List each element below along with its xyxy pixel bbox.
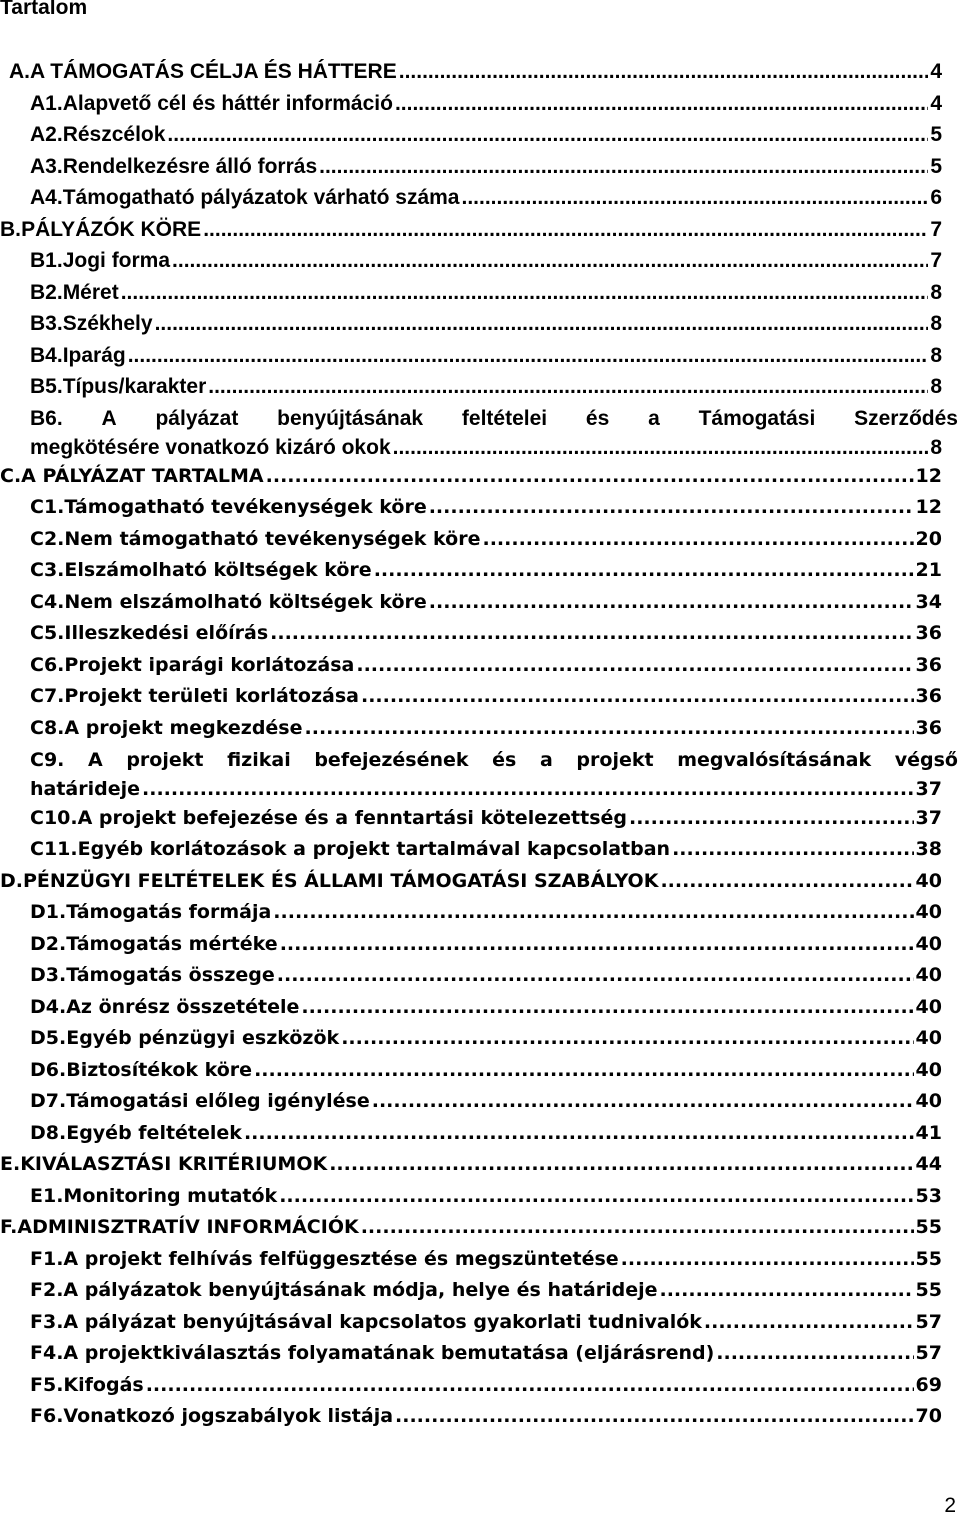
toc-entry-code: D7. [30, 1090, 67, 1112]
toc-entry-word: feltételei [461, 407, 548, 430]
dot-leader [155, 309, 929, 339]
toc-entry-label: Illeszkedési előírás [64, 622, 269, 644]
dot-leader [273, 897, 913, 927]
dot-leader [374, 555, 914, 585]
toc-entry[interactable] [0, 1212, 942, 1242]
dot-leader [356, 650, 913, 680]
toc-entry-page: 4 [930, 60, 942, 83]
toc-entry-page: 7 [930, 218, 942, 241]
toc-entry-label: Támogatás összege [66, 964, 275, 986]
dot-leader [305, 713, 914, 743]
toc-entry-label: Támogatási előleg igénylése [66, 1090, 370, 1112]
dot-leader [142, 774, 914, 804]
toc-entry-code: F1. [30, 1248, 64, 1270]
toc-entry[interactable] [0, 215, 942, 245]
toc-entry-code: D1. [30, 901, 67, 923]
toc-entry-page: 20 [915, 528, 942, 550]
dot-leader [395, 1401, 914, 1431]
dot-leader [672, 834, 913, 864]
toc-entry-word: a [539, 749, 553, 771]
toc-entry-label: A TÁMOGATÁS CÉLJA ÉS HÁTTERE [30, 60, 397, 83]
toc-entry-code: B3. [30, 312, 63, 335]
toc-entry[interactable] [30, 372, 942, 402]
toc-entry-label: Az önrész összetétele [66, 996, 300, 1018]
dot-leader [660, 866, 913, 896]
toc-entry-page: 12 [915, 465, 942, 487]
toc-heading: Tartalom [0, 0, 88, 19]
toc-entry-page: 8 [930, 436, 942, 459]
toc-entry-label: A projektkiválasztás folyamatának bemutatása (eljárásrend) [63, 1342, 715, 1364]
toc-entry-label: Projekt iparági korlátozása [64, 654, 355, 676]
toc-entry-label: Egyéb feltételek [66, 1122, 242, 1144]
dot-leader [128, 341, 929, 371]
toc-entry-word: Támogatási [698, 407, 816, 430]
toc-entry-label: PÁLYÁZÓK KÖRE [21, 218, 202, 241]
toc-entry[interactable] [30, 713, 942, 743]
toc-entry-page: 40 [915, 901, 942, 923]
dot-leader [146, 1370, 914, 1400]
toc-entry-page: 69 [915, 1374, 942, 1396]
toc-entry[interactable] [9, 57, 942, 87]
toc-entry[interactable] [30, 1307, 942, 1337]
toc-entry-code: B4. [30, 344, 63, 367]
toc-entry-page: 12 [915, 496, 942, 518]
toc-entry-label: Egyéb korlátozások a projekt tartalmával kapcsolatban [77, 838, 671, 860]
toc-entry-word: projekt [576, 749, 654, 771]
toc-entry[interactable] [30, 120, 942, 150]
toc-entry-code: F2. [30, 1279, 64, 1301]
toc-entry-word: megvalósításának [677, 749, 872, 771]
dot-leader [279, 1181, 913, 1211]
toc-entry-page: 55 [915, 1248, 942, 1270]
toc-entry-page: 8 [930, 344, 942, 367]
toc-entry-label: A pályázat benyújtásával kapcsolatos gyakorlati tudnivalók [63, 1311, 702, 1333]
toc-entry-page: 40 [915, 1059, 942, 1081]
toc-entry-page: 8 [930, 375, 942, 398]
toc-entry[interactable] [30, 341, 942, 371]
toc-entry-page: 57 [915, 1311, 942, 1333]
toc-entry[interactable] [30, 246, 942, 276]
toc-entry-label: Projekt területi korlátozása [64, 685, 359, 707]
toc-entry-page: 36 [915, 622, 942, 644]
page-number: 2 [944, 1494, 956, 1517]
toc-entry-code: A1. [30, 92, 63, 115]
toc-entry[interactable] [30, 89, 942, 119]
toc-entry-code: A3. [30, 155, 63, 178]
toc-entry-label: A projekt megkezdése [64, 717, 303, 739]
toc-entry[interactable] [30, 929, 942, 959]
dot-leader [172, 246, 928, 276]
toc-entry[interactable] [30, 960, 942, 990]
toc-entry-code: A2. [30, 123, 63, 146]
toc-entry-page: 34 [915, 591, 942, 613]
toc-entry-label: Monitoring mutatók [63, 1185, 278, 1207]
toc-entry-label: A projekt felhívás felfüggesztése és megszüntetése [63, 1248, 619, 1270]
toc-entry-label: A PÁLYÁZAT TARTALMA [21, 465, 264, 487]
toc-entry[interactable] [30, 1244, 942, 1274]
toc-entry-label: Vonatkozó jogszabályok listája [63, 1405, 394, 1427]
dot-leader [629, 803, 914, 833]
toc-entry[interactable] [30, 774, 942, 804]
toc-entry-page: 5 [930, 155, 942, 178]
toc-entry-code: C7. [30, 685, 65, 707]
toc-entry-code: C3. [30, 559, 65, 581]
toc-entry-code: D4. [30, 996, 67, 1018]
toc-entry-page: 40 [915, 870, 942, 892]
dot-leader [482, 524, 913, 554]
dot-leader [395, 89, 928, 119]
dot-leader [319, 152, 928, 182]
toc-entry-page: 55 [915, 1216, 942, 1238]
dot-leader [280, 929, 914, 959]
toc-entry[interactable] [30, 992, 942, 1022]
toc-entry[interactable] [30, 183, 942, 213]
toc-entry-label: Elszámolható költségek köre [64, 559, 372, 581]
toc-entry[interactable] [30, 555, 942, 585]
toc-entry[interactable] [30, 524, 942, 554]
toc-entry[interactable] [30, 834, 942, 864]
toc-entry-code: D3. [30, 964, 67, 986]
toc-entry-page: 44 [915, 1153, 942, 1175]
toc-entry-label: Támogatható tevékenységek köre [64, 496, 427, 518]
toc-entry[interactable] [30, 803, 942, 833]
toc-entry-code: C1. [30, 496, 65, 518]
toc-entry[interactable] [30, 1086, 942, 1116]
toc-entry-label: Iparág [62, 344, 126, 367]
dot-leader [429, 492, 914, 522]
toc-entry[interactable] [30, 1055, 942, 1085]
dot-leader [266, 461, 914, 491]
toc-entry-code: B2. [30, 281, 63, 304]
toc-entry-page: 40 [915, 964, 942, 986]
toc-entry[interactable] [30, 278, 942, 308]
toc-entry[interactable] [0, 1149, 942, 1179]
toc-entry-page: 21 [915, 559, 942, 581]
toc-entry-line1[interactable] [30, 745, 958, 775]
toc-entry-page: 8 [930, 312, 942, 335]
toc-entry-code: C8. [30, 717, 65, 739]
toc-entry-page: 8 [930, 281, 942, 304]
toc-entry-page: 4 [930, 92, 942, 115]
toc-entry-code: C2. [30, 528, 65, 550]
toc-entry-label: ADMINISZTRATÍV INFORMÁCIÓK [17, 1216, 359, 1238]
dot-leader [329, 1149, 913, 1179]
toc-entry-code: C. [0, 465, 22, 487]
dot-leader [270, 618, 913, 648]
dot-leader [167, 120, 928, 150]
toc-entry-label: A pályázatok benyújtásának módja, helye és határideje [63, 1279, 658, 1301]
toc-entry-page: 36 [915, 654, 942, 676]
dot-leader [716, 1338, 913, 1368]
toc-entry-code: B. [0, 218, 21, 241]
toc-entry-label: Székhely [62, 312, 153, 335]
toc-entry-page: 70 [915, 1405, 942, 1427]
toc-entry-word: és [585, 407, 610, 430]
toc-entry-word: Szerződés [854, 407, 958, 430]
toc-entry-code: F5. [30, 1374, 64, 1396]
toc-entry[interactable] [30, 1338, 942, 1368]
dot-leader [429, 587, 914, 617]
toc-entry[interactable] [30, 1181, 942, 1211]
toc-entry[interactable] [30, 650, 942, 680]
dot-leader [208, 372, 928, 402]
toc-entry-label: Kifogás [63, 1374, 144, 1396]
toc-entry-page: 40 [915, 933, 942, 955]
dot-leader [254, 1055, 913, 1085]
toc-entry-label: Rendelkezésre álló forrás [62, 155, 318, 178]
toc-entry-code: B6. [30, 407, 63, 430]
dot-leader [372, 1086, 914, 1116]
dot-leader [203, 215, 928, 245]
toc-entry-page: 40 [915, 1027, 942, 1049]
toc-entry[interactable] [30, 1118, 942, 1148]
toc-entry-label: Alapvető cél és háttér információ [62, 92, 393, 115]
toc-entry-label: A projekt befejezése és a fenntartási kötelezettség [77, 807, 627, 829]
dot-leader [461, 183, 928, 213]
toc-entry-label: Méret [62, 281, 119, 304]
toc-entry[interactable] [30, 1275, 942, 1305]
toc-entry-page: 6 [930, 186, 942, 209]
toc-entry-label: Jogi forma [62, 249, 171, 272]
toc-entry-label: Támogatás mértéke [66, 933, 278, 955]
toc-entry-code: C4. [30, 591, 65, 613]
toc-entry[interactable] [30, 492, 942, 522]
dot-leader [121, 278, 929, 308]
dot-leader [621, 1244, 914, 1274]
toc-entry[interactable] [30, 1023, 942, 1053]
toc-entry-code: D8. [30, 1122, 67, 1144]
toc-entry-label: KIVÁLASZTÁSI KRITÉRIUMOK [20, 1153, 328, 1175]
toc-entry-code: F4. [30, 1342, 64, 1364]
toc-entry-label: Részcélok [62, 123, 166, 146]
dot-leader [399, 57, 929, 87]
toc-entry-code: B1. [30, 249, 63, 272]
toc-entry-page: 7 [930, 249, 942, 272]
toc-entry-label: Nem támogatható tevékenységek köre [64, 528, 481, 550]
toc-entry-label: Típus/karakter [62, 375, 207, 398]
toc-entry-word: a [648, 407, 660, 430]
toc-entry-line1[interactable] [30, 404, 958, 434]
toc-entry-code: B5. [30, 375, 63, 398]
toc-entry-label: határideje [30, 778, 141, 800]
toc-entry-label: Támogatás formája [66, 901, 272, 923]
dot-leader [301, 992, 913, 1022]
toc-entry-code: E. [0, 1153, 21, 1175]
toc-entry-page: 40 [915, 1090, 942, 1112]
toc-entry-page: 53 [915, 1185, 942, 1207]
toc-entry[interactable] [30, 587, 942, 617]
toc-entry-code: D5. [30, 1027, 67, 1049]
dot-leader [659, 1275, 913, 1305]
toc-entry-word: A [101, 407, 117, 430]
toc-entry[interactable] [30, 309, 942, 339]
toc-entry[interactable] [0, 461, 942, 491]
toc-entry-word: benyújtásának [277, 407, 424, 430]
toc-entry[interactable] [30, 681, 942, 711]
dot-leader [393, 433, 929, 463]
toc-entry-word: végső [894, 749, 958, 771]
dot-leader [341, 1023, 913, 1053]
toc-entry-page: 37 [915, 778, 942, 800]
toc-entry[interactable] [30, 152, 942, 182]
toc-entry-label: Támogatható pályázatok várható száma [62, 186, 460, 209]
toc-entry-label: Biztosítékok köre [66, 1059, 253, 1081]
toc-entry-label: Egyéb pénzügyi eszközök [66, 1027, 340, 1049]
toc-entry-page: 55 [915, 1279, 942, 1301]
toc-entry-word: befejezésének [314, 749, 469, 771]
toc-entry-code: D. [0, 870, 23, 892]
toc-entry-label: PÉNZÜGYI FELTÉTELEK ÉS ÁLLAMI TÁMOGATÁSI SZABÁLYOK [23, 870, 659, 892]
toc-entry[interactable] [30, 1401, 942, 1431]
toc-entry-word: fizikai [227, 749, 291, 771]
dot-leader [277, 960, 914, 990]
toc-entry-code: D6. [30, 1059, 67, 1081]
toc-entry-page: 36 [915, 717, 942, 739]
toc-entry-code: C5. [30, 622, 65, 644]
toc-entry[interactable] [30, 1370, 942, 1400]
toc-entry-code: C6. [30, 654, 65, 676]
toc-entry-page: 40 [915, 996, 942, 1018]
toc-entry-word: projekt [126, 749, 204, 771]
toc-entry-code: E1. [30, 1185, 64, 1207]
dot-leader [704, 1307, 914, 1337]
dot-leader [361, 681, 914, 711]
toc-entry[interactable] [30, 618, 942, 648]
toc-entry-page: 41 [915, 1122, 942, 1144]
toc-entry-code: A4. [30, 186, 63, 209]
toc-entry-word: A [88, 749, 103, 771]
toc-entry-page: 36 [915, 685, 942, 707]
toc-entry-code: C9. [30, 749, 65, 771]
toc-entry-label: Nem elszámolható költségek köre [64, 591, 427, 613]
toc-entry-page: 38 [915, 838, 942, 860]
toc-entry-code: F3. [30, 1311, 64, 1333]
toc-entry-code: F. [0, 1216, 18, 1238]
toc-entry-code: C10. [30, 807, 78, 829]
toc-entry-code: A. [9, 60, 30, 83]
toc-entry-page: 57 [915, 1342, 942, 1364]
toc-entry-code: F6. [30, 1405, 64, 1427]
toc-entry-code: D2. [30, 933, 67, 955]
toc-entry-word: pályázat [155, 407, 239, 430]
toc-entry-word: és [492, 749, 517, 771]
toc-entry-page: 37 [915, 807, 942, 829]
toc-entry[interactable] [30, 897, 942, 927]
toc-entry-label: megkötésére vonatkozó kizáró okok [30, 436, 391, 459]
toc-entry[interactable] [0, 866, 942, 896]
toc-entry-page: 5 [930, 123, 942, 146]
toc-entry-code: C11. [30, 838, 78, 860]
toc-entry[interactable] [30, 433, 942, 463]
dot-leader [244, 1118, 914, 1148]
dot-leader [361, 1212, 914, 1242]
